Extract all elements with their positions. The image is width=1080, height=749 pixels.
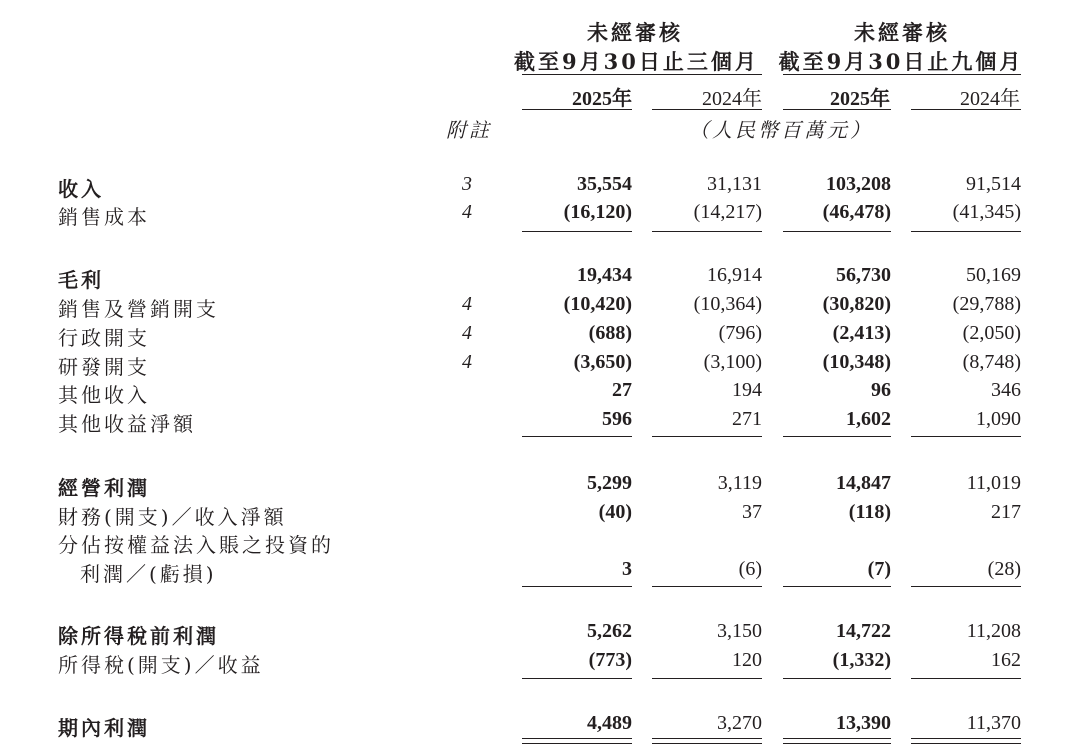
row-value-col-2: 3,119	[717, 472, 762, 494]
row-value-col-3: 14,722	[836, 620, 891, 642]
row-value-col-2: 16,914	[707, 264, 762, 286]
row-value-col-1: (16,120)	[563, 201, 632, 223]
subtotal-rule-4	[911, 231, 1021, 232]
row-label: 財務(開支)／收入淨額	[58, 505, 287, 529]
row-value-col-1: (773)	[588, 649, 632, 671]
row-value-col-3: (1,332)	[832, 649, 891, 671]
row-value-col-3: 103,208	[826, 173, 891, 195]
row-label: 毛利	[58, 268, 104, 292]
row-value-col-4: 50,169	[966, 264, 1021, 286]
group-9m-title: 未經審核	[854, 20, 950, 45]
row-note: 3	[462, 173, 472, 195]
subtotal-rule-1	[522, 678, 632, 679]
total-double-rule-bottom-2	[652, 743, 762, 744]
total-double-rule-top-2	[652, 738, 762, 739]
row-value-col-3: 14,847	[836, 472, 891, 494]
row-value-col-2: 31,131	[707, 173, 762, 195]
row-value-col-3: (30,820)	[822, 293, 891, 315]
row-value-col-4: (29,788)	[952, 293, 1021, 315]
row-value-col-1: (688)	[588, 322, 632, 344]
subtotal-rule-4	[911, 678, 1021, 679]
row-value-col-4: 217	[991, 501, 1021, 523]
row-value-col-4: 346	[991, 379, 1021, 401]
row-value-col-1: 4,489	[587, 712, 632, 734]
row-label: 其他收入	[58, 383, 150, 407]
total-double-rule-bottom-3	[783, 743, 891, 744]
row-value-col-2: 271	[732, 408, 762, 430]
row-value-col-1: (3,650)	[573, 351, 632, 373]
subtotal-rule-1	[522, 436, 632, 437]
row-value-col-3: 13,390	[836, 712, 891, 734]
subtotal-rule-3	[783, 231, 891, 232]
row-label: 經營利潤	[58, 476, 150, 500]
row-value-col-2: 3,150	[717, 620, 762, 642]
row-value-col-1: 5,299	[587, 472, 632, 494]
subtotal-rule-1	[522, 586, 632, 587]
group-q3-title: 未經審核	[587, 20, 683, 45]
row-value-col-3: (2,413)	[832, 322, 891, 344]
row-value-col-1: 596	[602, 408, 632, 430]
year-rule-3	[783, 109, 891, 110]
subtotal-rule-2	[652, 436, 762, 437]
row-value-col-4: 1,090	[976, 408, 1021, 430]
row-value-col-4: (2,050)	[962, 322, 1021, 344]
row-value-col-2: (3,100)	[703, 351, 762, 373]
year-rule-2	[652, 109, 762, 110]
year-rule-1	[522, 109, 632, 110]
year-col-3: 2025年	[830, 88, 890, 110]
row-value-col-3: (46,478)	[822, 201, 891, 223]
row-value-col-2: 194	[732, 379, 762, 401]
group-q3-rule	[522, 74, 762, 75]
row-value-col-1: 35,554	[577, 173, 632, 195]
row-value-col-3: 1,602	[846, 408, 891, 430]
row-value-col-1: 19,434	[577, 264, 632, 286]
row-value-col-4: 11,208	[966, 620, 1021, 642]
row-label: 研發開支	[58, 355, 150, 379]
row-value-col-3: 56,730	[836, 264, 891, 286]
total-double-rule-top-3	[783, 738, 891, 739]
row-value-col-4: (8,748)	[962, 351, 1021, 373]
total-double-rule-top-1	[522, 738, 632, 739]
group-9m-rule	[783, 74, 1021, 75]
row-value-col-2: (10,364)	[693, 293, 762, 315]
row-value-col-4: (41,345)	[952, 201, 1021, 223]
row-label: 利潤／(虧損)	[80, 562, 217, 586]
row-label: 分佔按權益法入賬之投資的	[58, 533, 334, 557]
row-label: 除所得稅前利潤	[58, 624, 219, 648]
subtotal-rule-3	[783, 586, 891, 587]
row-value-col-4: 11,370	[966, 712, 1021, 734]
year-col-1: 2025年	[572, 88, 632, 110]
year-rule-4	[911, 109, 1021, 110]
year-col-4: 2024年	[960, 88, 1020, 110]
total-double-rule-top-4	[911, 738, 1021, 739]
total-double-rule-bottom-4	[911, 743, 1021, 744]
row-value-col-3: (118)	[848, 501, 891, 523]
note-column-header: 附註	[446, 118, 492, 142]
year-col-2: 2024年	[702, 88, 762, 110]
currency-unit: （人民幣百萬元）	[689, 118, 873, 142]
row-label: 期內利潤	[58, 716, 150, 740]
row-value-col-3: (7)	[867, 558, 891, 580]
row-label: 所得稅(開支)／收益	[58, 653, 264, 677]
row-value-col-2: (14,217)	[693, 201, 762, 223]
row-label: 銷售及營銷開支	[58, 297, 219, 321]
group-9m-period: 截至9月30日止九個月	[778, 49, 1024, 74]
row-value-col-4: (28)	[987, 558, 1021, 580]
subtotal-rule-3	[783, 436, 891, 437]
subtotal-rule-4	[911, 586, 1021, 587]
row-label: 收入	[58, 177, 104, 201]
row-value-col-1: 3	[622, 558, 632, 580]
subtotal-rule-2	[652, 231, 762, 232]
row-note: 4	[462, 351, 472, 373]
total-double-rule-bottom-1	[522, 743, 632, 744]
row-value-col-2: 3,270	[717, 712, 762, 734]
row-note: 4	[462, 201, 472, 223]
subtotal-rule-1	[522, 231, 632, 232]
row-label: 其他收益淨額	[58, 412, 196, 436]
subtotal-rule-4	[911, 436, 1021, 437]
row-label: 銷售成本	[58, 205, 150, 229]
group-q3-period: 截至9月30日止三個月	[514, 49, 759, 74]
row-value-col-2: (796)	[718, 322, 762, 344]
row-value-col-2: 120	[732, 649, 762, 671]
row-value-col-4: 91,514	[966, 173, 1021, 195]
row-value-col-2: 37	[742, 501, 762, 523]
row-value-col-1: 27	[612, 379, 632, 401]
row-note: 4	[462, 293, 472, 315]
row-value-col-2: (6)	[738, 558, 762, 580]
row-note: 4	[462, 322, 472, 344]
row-value-col-4: 11,019	[966, 472, 1021, 494]
row-label: 行政開支	[58, 326, 150, 350]
subtotal-rule-2	[652, 586, 762, 587]
row-value-col-3: (10,348)	[822, 351, 891, 373]
row-value-col-1: (40)	[598, 501, 632, 523]
row-value-col-3: 96	[871, 379, 891, 401]
row-value-col-1: 5,262	[587, 620, 632, 642]
row-value-col-4: 162	[991, 649, 1021, 671]
subtotal-rule-3	[783, 678, 891, 679]
subtotal-rule-2	[652, 678, 762, 679]
row-value-col-1: (10,420)	[563, 293, 632, 315]
